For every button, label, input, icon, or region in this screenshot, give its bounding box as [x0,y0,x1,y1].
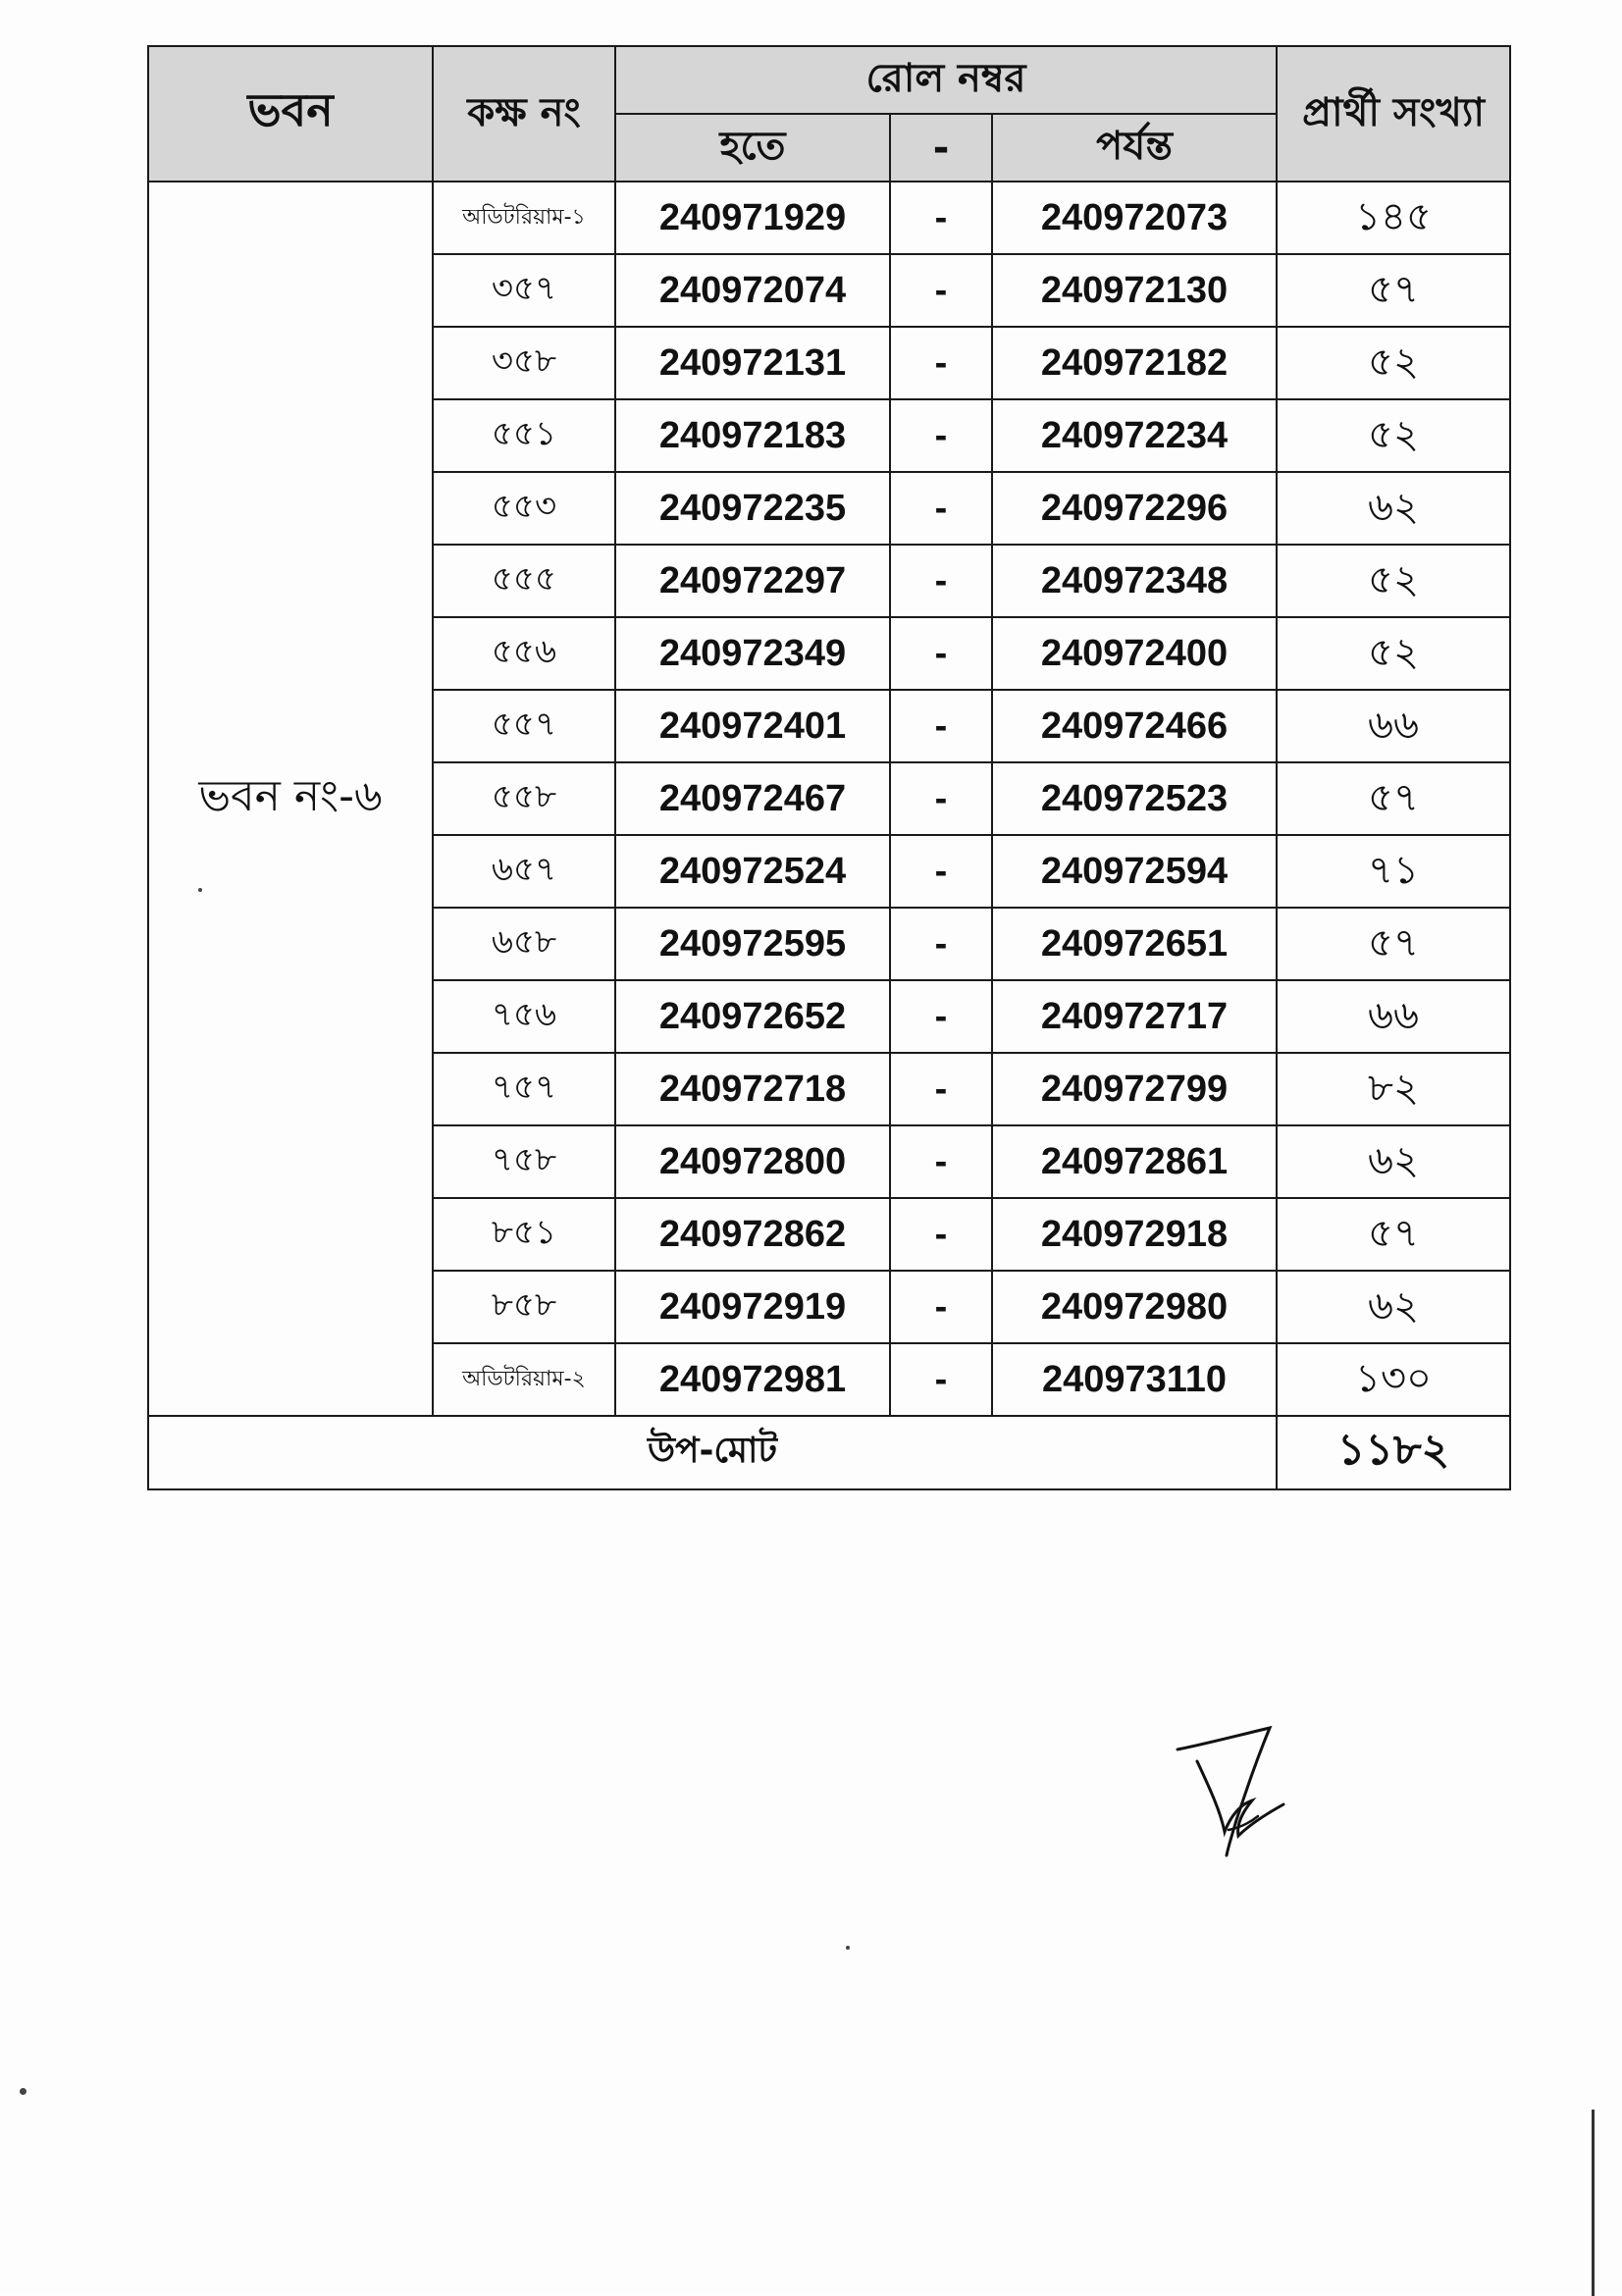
subtotal-label: উপ-মোট [148,1416,1277,1489]
room-cell: ৭৫৬ [433,980,615,1053]
header-roll-from: হতে [615,114,890,182]
roll-sep-cell: - [890,980,992,1053]
room-cell: ৫৫৭ [433,690,615,762]
count-cell: ১৪৫ [1277,182,1510,254]
count-cell: ৫২ [1277,545,1510,617]
room-cell: ৬৫৭ [433,835,615,908]
count-cell: ৬৬ [1277,690,1510,762]
count-cell: ৮২ [1277,1053,1510,1125]
header-roll-sep: - [890,114,992,182]
roll-from-cell: 240972919 [615,1271,890,1343]
room-cell: ৮৫৮ [433,1271,615,1343]
roll-from-cell: 240972235 [615,472,890,545]
roll-from-cell: 240972349 [615,617,890,690]
roll-to-cell: 240972523 [992,762,1277,835]
roll-sep-cell: - [890,545,992,617]
roll-sep-cell: - [890,1198,992,1271]
scan-edge-line [1592,2110,1595,2296]
roll-to-cell: 240972861 [992,1125,1277,1198]
count-cell: ৬২ [1277,1125,1510,1198]
room-cell: ৮৫১ [433,1198,615,1271]
roll-sep-cell: - [890,327,992,399]
header-room: কক্ষ নং [433,46,615,182]
roll-from-cell: 240972595 [615,908,890,980]
room-cell: ৬৫৮ [433,908,615,980]
roll-to-cell: 240972980 [992,1271,1277,1343]
count-cell: ৫৭ [1277,908,1510,980]
roll-sep-cell: - [890,254,992,327]
roll-sep-cell: - [890,690,992,762]
roll-to-cell: 240972182 [992,327,1277,399]
roll-to-cell: 240972296 [992,472,1277,545]
roll-sep-cell: - [890,1125,992,1198]
roll-to-cell: 240972594 [992,835,1277,908]
roll-to-cell: 240972466 [992,690,1277,762]
room-cell: অডিটরিয়াম-১ [433,182,615,254]
count-cell: ৫২ [1277,327,1510,399]
roll-from-cell: 240972401 [615,690,890,762]
subtotal-row [148,1416,1510,1489]
room-cell: ৫৫৮ [433,762,615,835]
count-cell: ৫৭ [1277,254,1510,327]
roll-from-cell: 240972652 [615,980,890,1053]
roll-to-cell: 240972130 [992,254,1277,327]
roll-from-cell: 240972718 [615,1053,890,1125]
roll-from-cell: 240972074 [615,254,890,327]
roll-sep-cell: - [890,835,992,908]
roll-to-cell: 240972348 [992,545,1277,617]
roll-to-cell: 240972799 [992,1053,1277,1125]
roll-to-cell: 240972400 [992,617,1277,690]
roll-from-cell: 240972131 [615,327,890,399]
roll-from-cell: 240972524 [615,835,890,908]
building-name: ভবন নং-৬ [148,182,433,1416]
count-cell: ৬২ [1277,472,1510,545]
room-cell: ৫৫৩ [433,472,615,545]
roll-sep-cell: - [890,762,992,835]
scan-speck [198,888,202,892]
room-cell: ৭৫৭ [433,1053,615,1125]
room-cell: ৭৫৮ [433,1125,615,1198]
roll-from-cell: 240972862 [615,1198,890,1271]
roll-to-cell: 240973110 [992,1343,1277,1416]
roll-from-cell: 240972800 [615,1125,890,1198]
roll-to-cell: 240972073 [992,182,1277,254]
count-cell: ৫৭ [1277,762,1510,835]
count-cell: ৭১ [1277,835,1510,908]
roll-sep-cell: - [890,1343,992,1416]
roll-sep-cell: - [890,1053,992,1125]
header-roll-to: পর্যন্ত [992,114,1277,182]
roll-from-cell: 240971929 [615,182,890,254]
roll-to-cell: 240972234 [992,399,1277,472]
roll-from-cell: 240972183 [615,399,890,472]
room-cell: অডিটরিয়াম-২ [433,1343,615,1416]
roll-from-cell: 240972981 [615,1343,890,1416]
header-building: ভবন [148,46,433,182]
seat-plan-table [147,45,1511,1490]
count-cell: ৫২ [1277,399,1510,472]
count-cell: ৫২ [1277,617,1510,690]
room-cell: ৩৫৭ [433,254,615,327]
scan-speck [20,2088,26,2095]
room-cell: ৫৫১ [433,399,615,472]
roll-to-cell: 240972651 [992,908,1277,980]
room-cell: ৫৫৬ [433,617,615,690]
roll-sep-cell: - [890,1271,992,1343]
roll-sep-cell: - [890,908,992,980]
roll-sep-cell: - [890,399,992,472]
roll-sep-cell: - [890,472,992,545]
roll-from-cell: 240972467 [615,762,890,835]
header-count: প্রার্থী সংখ্যা [1277,46,1510,182]
table-row [148,182,1510,254]
roll-sep-cell: - [890,182,992,254]
count-cell: ১৩০ [1277,1343,1510,1416]
room-cell: ৫৫৫ [433,545,615,617]
roll-sep-cell: - [890,617,992,690]
roll-to-cell: 240972918 [992,1198,1277,1271]
scan-speck [846,1946,850,1950]
header-roll: রোল নম্বর [615,46,1277,114]
roll-to-cell: 240972717 [992,980,1277,1053]
signature-mark [1168,1722,1300,1859]
count-cell: ৬২ [1277,1271,1510,1343]
count-cell: ৫৭ [1277,1198,1510,1271]
subtotal-value: ১১৮২ [1277,1416,1510,1489]
count-cell: ৬৬ [1277,980,1510,1053]
roll-from-cell: 240972297 [615,545,890,617]
room-cell: ৩৫৮ [433,327,615,399]
